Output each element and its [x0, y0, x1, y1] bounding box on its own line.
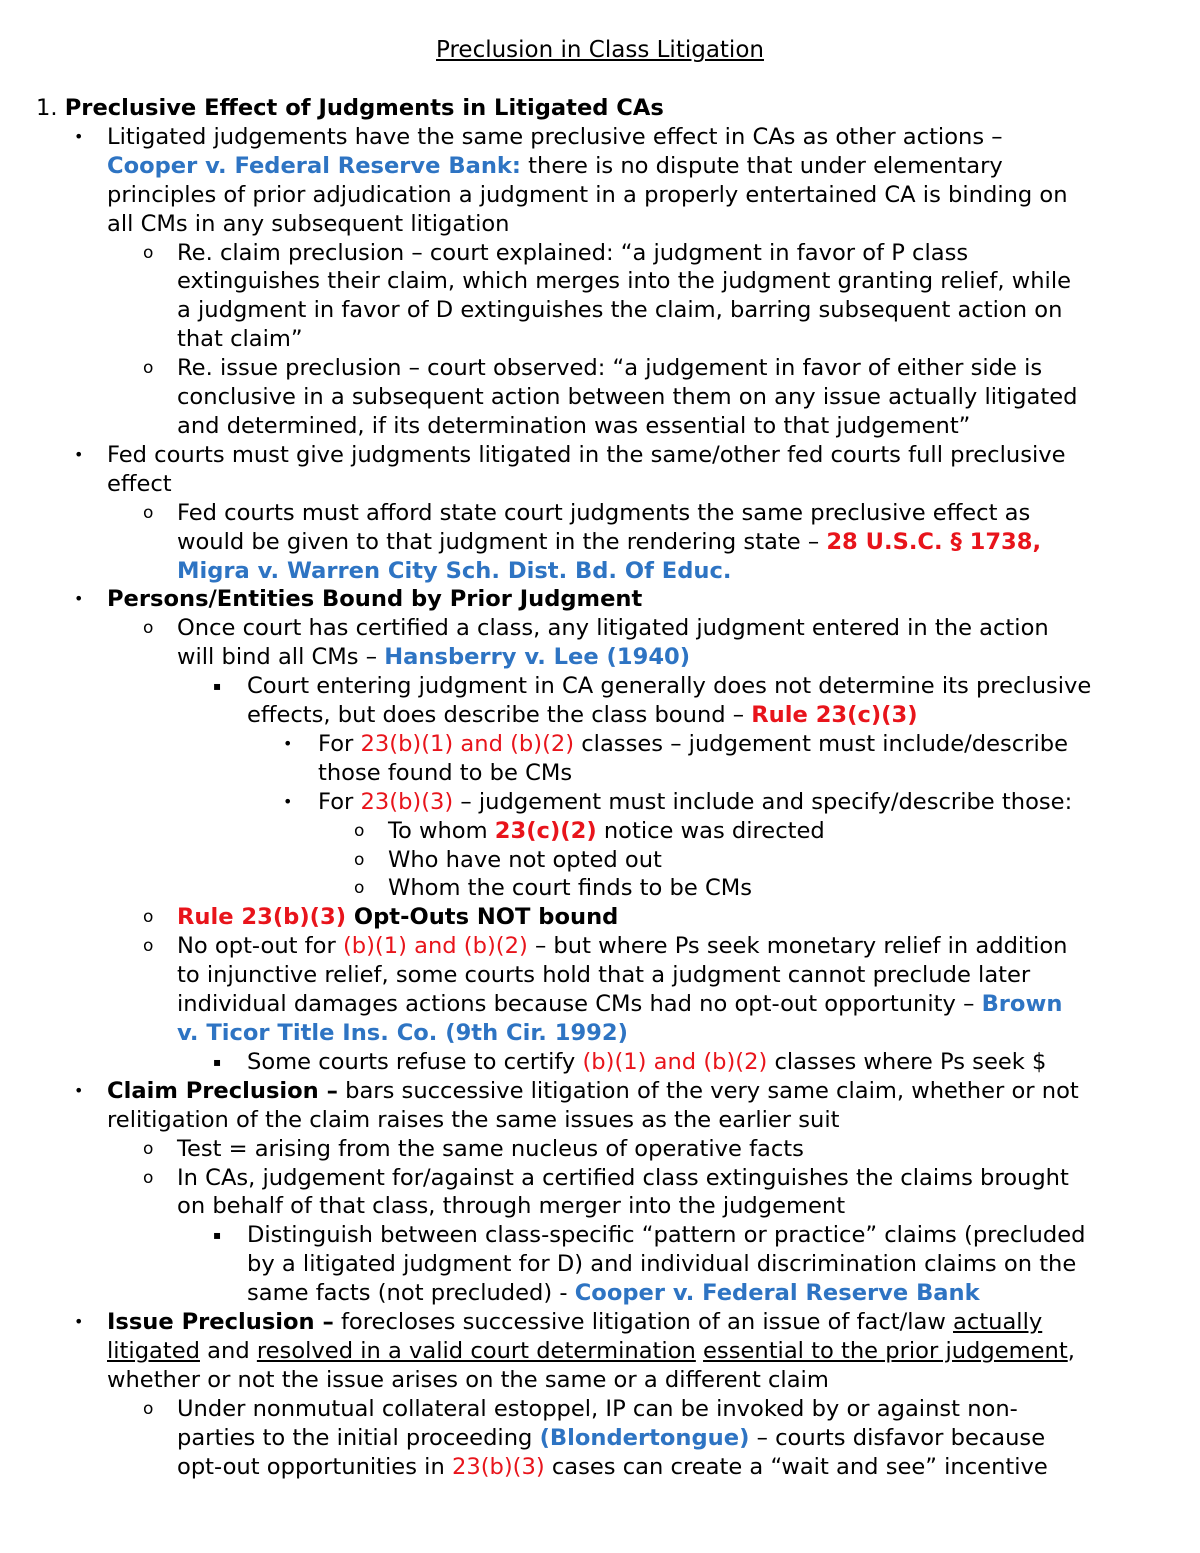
- sub-list-item-continuation: [36, 643, 1176, 672]
- square-list-item-continuation: [36, 1250, 1176, 1279]
- square-list-item-continuation: [36, 1279, 1176, 1308]
- list-item-continuation: [36, 1337, 1176, 1366]
- sub-list-item: [36, 354, 1176, 383]
- underlined-text: actually: [953, 1309, 1043, 1336]
- sub-list-item: [36, 1164, 1176, 1193]
- rule-citation: Rule 23(c)(3): [751, 702, 918, 729]
- text-line: cases can create a “wait and see” incentive: [544, 1453, 1048, 1480]
- bullet-icon: •: [74, 589, 84, 609]
- circle-bullet-icon: o: [143, 618, 154, 639]
- bullet-icon: •: [74, 444, 84, 464]
- bullet-icon: •: [283, 791, 293, 811]
- rule-citation: 23(c)(2): [494, 817, 597, 844]
- sub-list-item-continuation: [36, 325, 1176, 354]
- text-line: a judgment in favor of D extinguishes the claim, barring subsequent action on: [177, 297, 1063, 324]
- case-citation: Cooper v. Federal Reserve Bank: [574, 1280, 980, 1307]
- bullet-icon: •: [283, 733, 293, 753]
- list-item-continuation: [36, 470, 1176, 499]
- underlined-text: essential to the prior judgement: [703, 1337, 1068, 1364]
- sub-list-item-continuation: [36, 1424, 1176, 1453]
- text-line: ,: [1067, 1337, 1075, 1364]
- sub-list-item: [36, 903, 1176, 932]
- text-line: Fed courts must afford state court judgments the same preclusive effect as: [177, 499, 1031, 526]
- sub-list-item: [36, 932, 1176, 961]
- text-line: on behalf of that class, through merger into the judgement: [177, 1193, 846, 1220]
- text-line: No opt-out for: [177, 933, 343, 960]
- sub-list-item-continuation: [36, 383, 1176, 412]
- dot-list-item: [36, 730, 1176, 759]
- text-line: Whom the court finds to be CMs: [388, 875, 753, 902]
- rule-citation: Rule 23(b)(3): [177, 904, 347, 931]
- text-line: – judgement must include and specify/describe those:: [453, 788, 1073, 815]
- text-line: Who have not opted out: [388, 846, 662, 873]
- section-title: Preclusive Effect of Judgments in Litigated CAs: [64, 95, 664, 121]
- circle-bullet-icon: o: [143, 1138, 154, 1159]
- text-line: conclusive in a subsequent action between them on any issue actually litigated: [177, 384, 1078, 411]
- text-line: To whom: [388, 817, 495, 844]
- text-line: whether or not the issue arises on the same or a different claim: [107, 1366, 829, 1393]
- sub-list-item: [36, 239, 1176, 268]
- text-line: Re. claim preclusion – court explained: “a judgment in favor of P class: [177, 239, 969, 266]
- rule-citation: 23(b)(1) and (b)(2): [360, 730, 575, 757]
- list-item: [36, 123, 1176, 152]
- text-line: relitigation of the claim raises the same issues as the earlier suit: [107, 1106, 840, 1133]
- item-heading: Issue Preclusion –: [107, 1309, 334, 1336]
- rule-citation: 23(b)(3): [360, 788, 454, 815]
- sub-list-item: [36, 614, 1176, 643]
- text-line: bars successive litigation of the very same claim, whether or not: [337, 1077, 1079, 1104]
- case-citation: Hansberry v. Lee (1940): [384, 644, 691, 671]
- list-item-continuation: [36, 181, 1176, 210]
- circle-list-item: [36, 874, 1176, 903]
- square-bullet-icon: ▪: [213, 1228, 222, 1243]
- rule-citation: (b)(1) and (b)(2): [342, 933, 528, 960]
- text-line: parties to the initial proceeding: [177, 1424, 540, 1451]
- sub-list-item-continuation: [36, 1019, 1176, 1048]
- sub-list-item-continuation: [36, 267, 1176, 296]
- text-line: those found to be CMs: [318, 759, 573, 786]
- text-line: – courts disfavor because: [749, 1424, 1046, 1451]
- text-line: Distinguish between class-specific “pattern or practice” claims (precluded: [247, 1222, 1086, 1249]
- sub-list-item-continuation: [36, 528, 1176, 557]
- sub-list-item-continuation: [36, 557, 1176, 586]
- dot-list-item: [36, 788, 1176, 817]
- circle-bullet-icon: o: [143, 1398, 154, 1419]
- sub-list-item: [36, 1135, 1176, 1164]
- text-line: Litigated judgements have the same preclusive effect in CAs as other actions –: [107, 123, 1003, 150]
- text-line: Once court has certified a class, any litigated judgment entered in the action: [177, 615, 1049, 642]
- circle-bullet-icon: o: [354, 878, 365, 899]
- square-bullet-icon: ▪: [213, 679, 222, 694]
- dot-list-item-continuation: [36, 759, 1176, 788]
- text-line: Court entering judgment in CA generally does not determine its preclusive: [247, 673, 1092, 700]
- document-body: [36, 94, 1176, 1482]
- sub-list-item-continuation: [36, 1453, 1176, 1482]
- text-line: will bind all CMs –: [177, 644, 385, 671]
- section-number: 1.: [36, 95, 58, 121]
- sub-list-item-continuation: [36, 1192, 1176, 1221]
- circle-list-item: [36, 817, 1176, 846]
- page-title: Preclusion in Class Litigation: [436, 37, 764, 63]
- square-list-item: [36, 1221, 1176, 1250]
- text-line: by a litigated judgment for D) and individual discrimination claims on the: [247, 1251, 1077, 1278]
- text-line: principles of prior adjudication a judgment in a properly entertained CA is binding on: [107, 181, 1068, 208]
- circle-bullet-icon: o: [143, 358, 154, 379]
- text-line: Under nonmutual collateral estoppel, IP can be invoked by or against non-: [177, 1395, 1018, 1422]
- list-item-continuation: [36, 1106, 1176, 1135]
- circle-bullet-icon: o: [354, 820, 365, 841]
- text-line: there is no dispute that under elementary: [520, 152, 1003, 179]
- text-line: Some courts refuse to certify: [247, 1048, 583, 1075]
- sub-list-item-continuation: [36, 412, 1176, 441]
- case-citation: (Blondertongue): [539, 1424, 750, 1451]
- text-line: forecloses successive litigation of an issue of fact/law: [333, 1309, 954, 1336]
- item-heading: Claim Preclusion –: [107, 1077, 338, 1104]
- list-item: [36, 585, 1176, 614]
- text-line: would be given to that judgment in the rendering state –: [177, 528, 827, 555]
- square-list-item-continuation: [36, 701, 1176, 730]
- text-line: For: [318, 730, 361, 757]
- text-line: effects, but does describe the class bound –: [247, 702, 752, 729]
- text-line: individual damages actions because CMs had no opt-out opportunity –: [177, 991, 982, 1018]
- text-line: and determined, if its determination was essential to that judgement”: [177, 412, 971, 439]
- sub-list-item-continuation: [36, 961, 1176, 990]
- text-line: classes where Ps seek $: [767, 1048, 1047, 1075]
- list-item: [36, 1308, 1176, 1337]
- sub-list-item-continuation: [36, 990, 1176, 1019]
- circle-bullet-icon: o: [143, 502, 154, 523]
- list-item: [36, 1077, 1176, 1106]
- text-line: classes – judgement must include/describe: [574, 730, 1068, 757]
- sub-list-item-continuation: [36, 296, 1176, 325]
- rule-citation: (b)(1) and (b)(2): [582, 1048, 768, 1075]
- section-heading: [36, 94, 1176, 123]
- list-item: [36, 441, 1176, 470]
- text-line: In CAs, judgement for/against a certified class extinguishes the claims brought: [177, 1164, 1069, 1191]
- sub-list-item: [36, 499, 1176, 528]
- circle-bullet-icon: o: [354, 849, 365, 870]
- item-heading: Persons/Entities Bound by Prior Judgment: [107, 586, 643, 613]
- circle-bullet-icon: o: [143, 907, 154, 928]
- case-citation: Migra v. Warren City Sch. Dist. Bd. Of Educ.: [177, 557, 732, 584]
- text-line: Fed courts must give judgments litigated in the same/other fed courts full preclusive: [107, 441, 1066, 468]
- circle-list-item: [36, 846, 1176, 875]
- text-line: Re. issue preclusion – court observed: “a judgement in favor of either side is: [177, 355, 1043, 382]
- text-line: – but where Ps seek monetary relief in addition: [527, 933, 1068, 960]
- text-line: opt-out opportunities in: [177, 1453, 452, 1480]
- case-citation: Cooper v. Federal Reserve Bank:: [107, 152, 521, 179]
- text-line: effect: [107, 470, 172, 497]
- text-line: extinguishes their claim, which merges into the judgment granting relief, while: [177, 268, 1071, 295]
- list-item-continuation: [36, 1366, 1176, 1395]
- text-line: Test = arising from the same nucleus of operative facts: [177, 1135, 804, 1162]
- text-line: [696, 1338, 703, 1364]
- text-line: that claim”: [177, 326, 303, 353]
- statute-citation: 28 U.S.C. § 1738,: [826, 528, 1042, 555]
- circle-bullet-icon: o: [143, 242, 154, 263]
- text-line: For: [318, 788, 361, 815]
- list-item-continuation: [36, 152, 1176, 181]
- text-line: notice was directed: [596, 817, 825, 844]
- sub-list-item: [36, 1395, 1176, 1424]
- text-line: all CMs in any subsequent litigation: [107, 210, 510, 237]
- bullet-icon: •: [74, 1312, 84, 1332]
- bullet-icon: •: [74, 1080, 84, 1100]
- bullet-icon: •: [74, 126, 84, 146]
- square-list-item: [36, 672, 1176, 701]
- underlined-text: litigated: [107, 1337, 200, 1364]
- text-line: Opt-Outs NOT bound: [346, 904, 619, 931]
- circle-bullet-icon: o: [143, 936, 154, 957]
- case-citation: Brown: [981, 991, 1063, 1018]
- text-line: to injunctive relief, some courts hold that a judgment cannot preclude later: [177, 962, 1031, 989]
- text-line: same facts (not precluded) -: [247, 1280, 575, 1307]
- circle-bullet-icon: o: [143, 1167, 154, 1188]
- underlined-text: resolved in a valid court determination: [256, 1337, 696, 1364]
- text-line: and: [199, 1337, 257, 1364]
- list-item-continuation: [36, 210, 1176, 239]
- rule-citation: 23(b)(3): [451, 1453, 545, 1480]
- square-list-item: [36, 1048, 1176, 1077]
- case-citation: v. Ticor Title Ins. Co. (9th Cir. 1992): [177, 1020, 628, 1046]
- square-bullet-icon: ▪: [213, 1054, 222, 1069]
